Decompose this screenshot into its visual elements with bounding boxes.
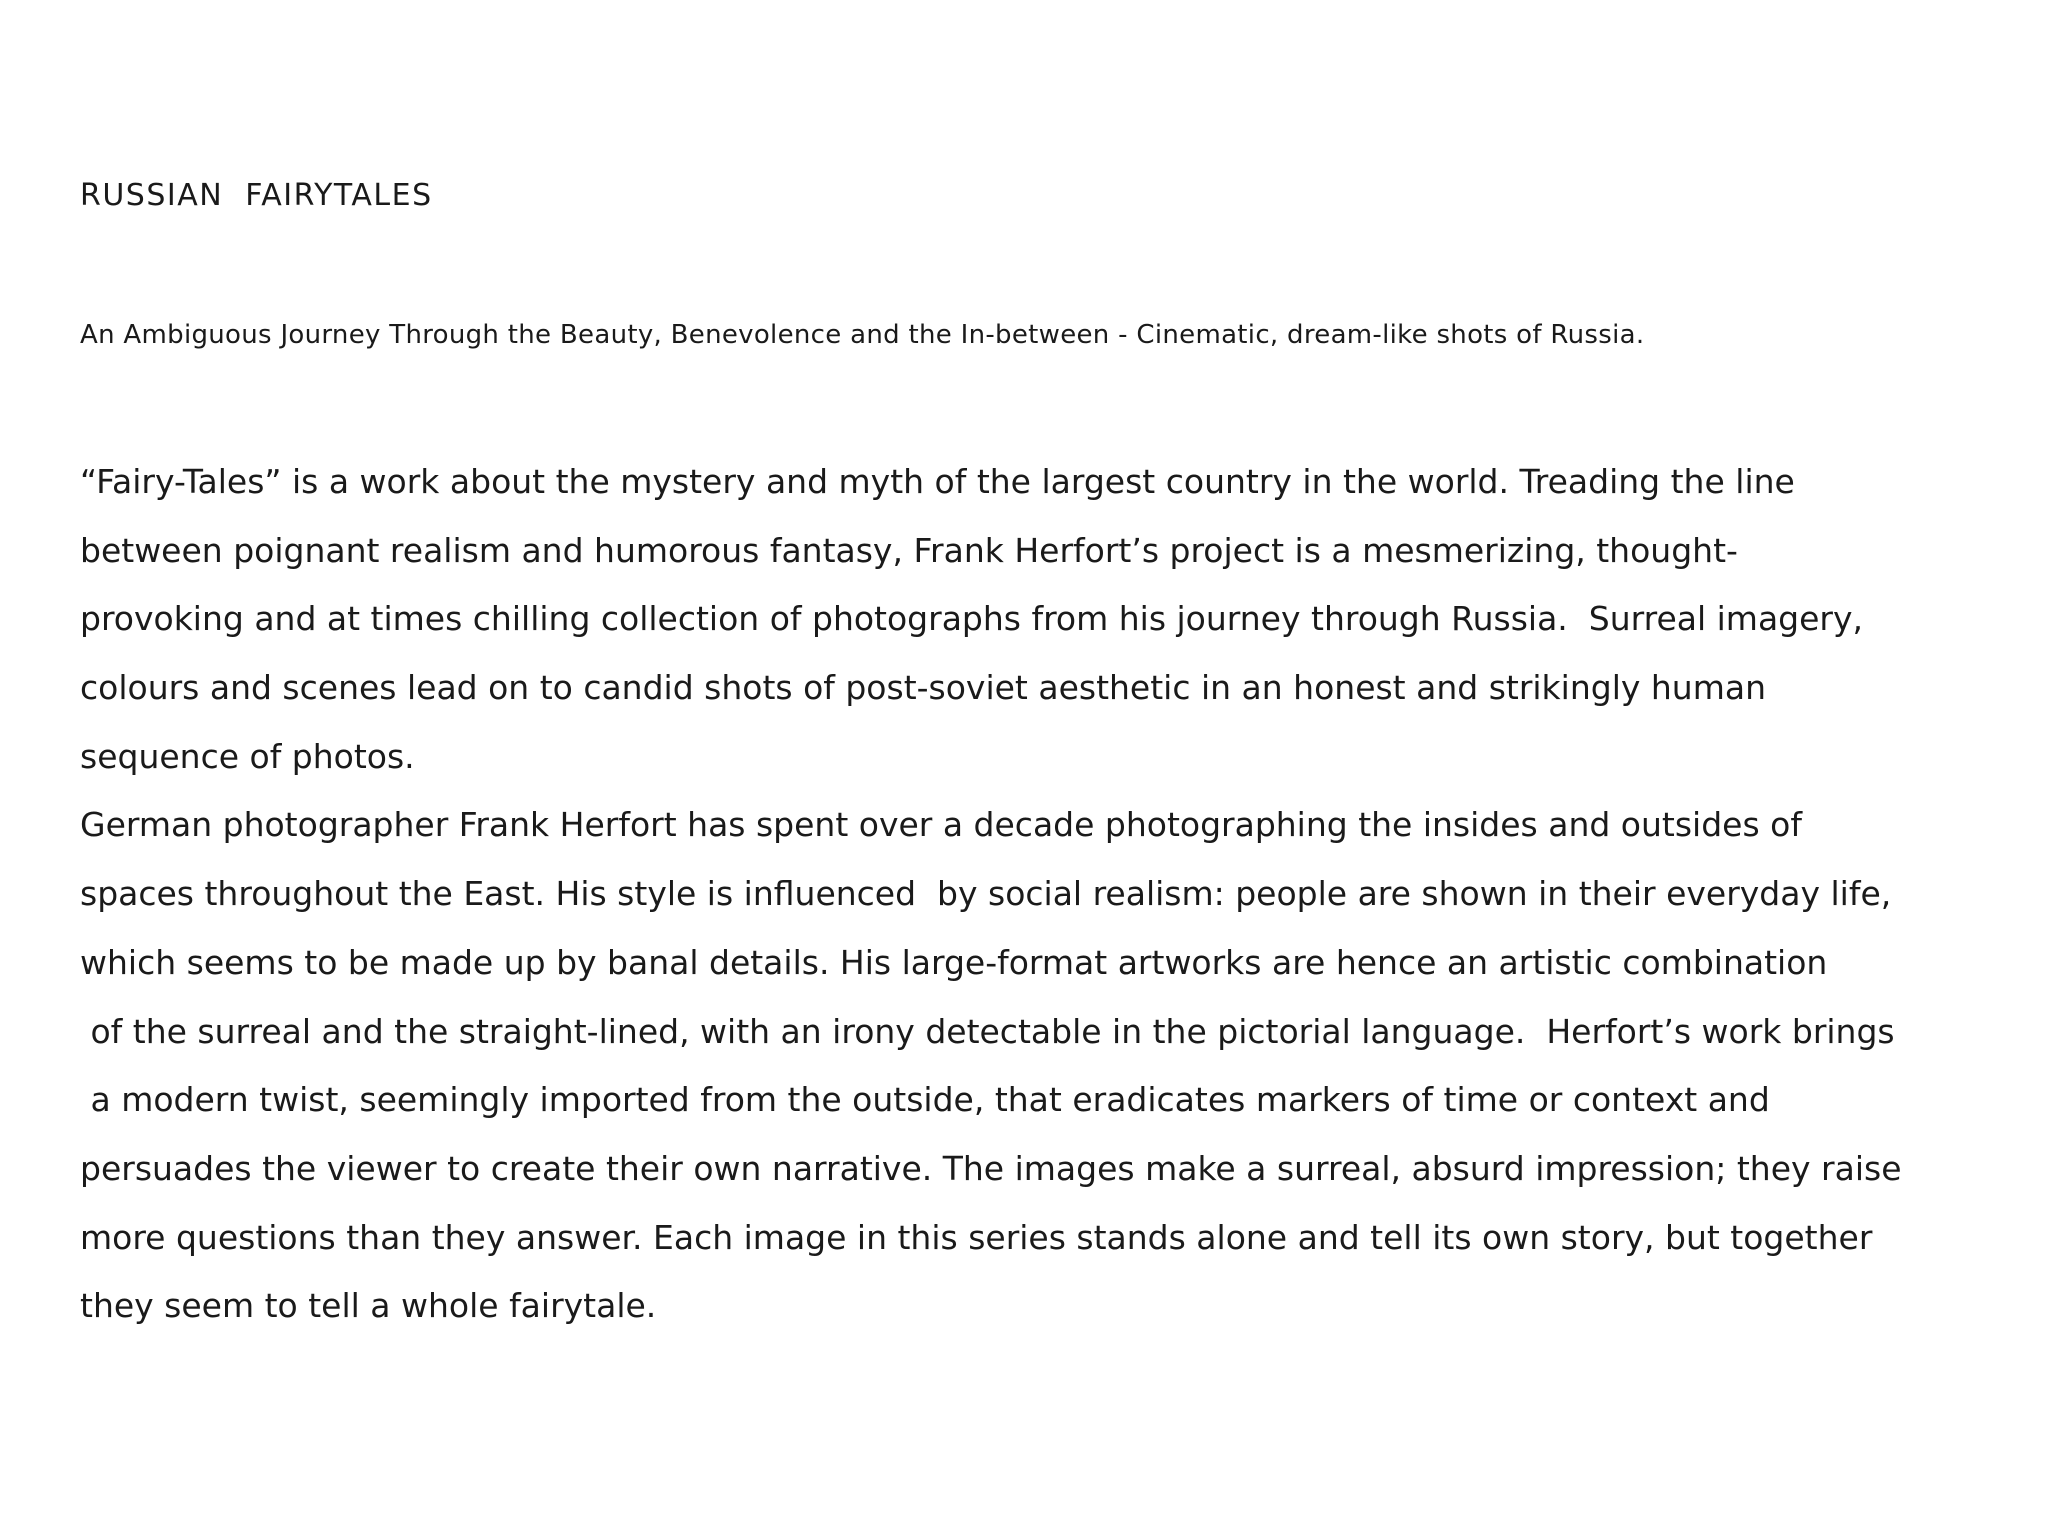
document-body <box>80 448 1902 1341</box>
document-subtitle: An Ambiguous Journey Through the Beauty, Benevolence and the In-between - Cinematic, dream-like shots of Russia. <box>80 320 1645 350</box>
body-line: “Fairy-Tales” is a work about the mystery and myth of the largest country in the world. Treading the line <box>80 462 1795 501</box>
body-line: more questions than they answer. Each image in this series stands alone and tell its own story, but together <box>80 1217 1873 1257</box>
body-line: spaces throughout the East. His style is influenced by social realism: people are shown in their everyday life, <box>80 874 1892 914</box>
body-line: provoking and at times chilling collection of photographs from his journey through Russia. Surreal imagery, <box>80 599 1864 639</box>
body-line: German photographer Frank Herfort has spent over a decade photographing the insides and outsides of <box>80 805 1802 845</box>
body-line: sequence of photos. <box>80 736 415 776</box>
body-line: they seem to tell a whole fairytale. <box>80 1286 657 1326</box>
document-page <box>80 0 2040 1517</box>
body-line: a modern twist, seemingly imported from the outside, that eradicates markers of time or context and <box>80 1080 1770 1120</box>
document-title: RUSSIAN FAIRYTALES <box>80 178 433 213</box>
body-line: persuades the viewer to create their own narrative. The images make a surreal, absurd impression; they raise <box>80 1148 1902 1188</box>
body-line: of the surreal and the straight-lined, with an irony detectable in the pictorial language. Herfort’s work brings <box>80 1011 1895 1051</box>
body-line: between poignant realism and humorous fantasy, Frank Herfort’s project is a mesmerizing, thought- <box>80 530 1738 570</box>
body-line: which seems to be made up by banal details. His large-format artworks are hence an artistic combination <box>80 942 1828 982</box>
body-line: colours and scenes lead on to candid shots of post-soviet aesthetic in an honest and strikingly human <box>80 668 1766 708</box>
